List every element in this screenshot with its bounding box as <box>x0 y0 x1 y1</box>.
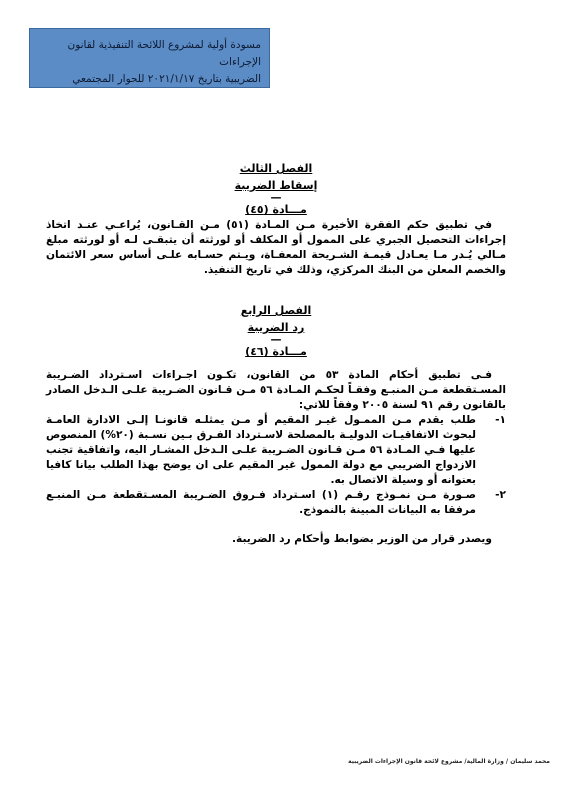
article-46-list <box>46 413 506 518</box>
article-46-closing: ويصدر قرار من الوزير بضوابط وأحكام رد الضريبة. <box>232 533 492 545</box>
chapter-3-title: الفصل الثالث <box>239 162 313 175</box>
draft-note-box <box>29 28 270 88</box>
article-46-intro: فـى تطبيق أحكام المادة ٥٣ من القانون، تكـون اجـراءات اسـترداد الضـريبة المسـتقطعة مـن المنبـع وفقـاً لحكـم المـادة ٥٦ مـن قـانون الضـريبة علـى الـدخل الصادر بالقانون رقم ٩١ لسنة ٢٠٠٥ وفقاً للاتي: <box>46 369 506 411</box>
chapter-4-subtitle: رد الضريبة <box>247 321 305 334</box>
list-item <box>46 488 506 518</box>
list-item-number: ١- <box>495 414 506 426</box>
article-45-label <box>46 202 506 218</box>
divider-dash: — <box>270 333 282 346</box>
draft-note-line-2: الضريبية بتاريخ ٢٠٢١/١/١٧ للحوار المجتمعي <box>72 73 261 85</box>
chapter-3-subtitle: إسقاط الضريبة <box>234 179 318 192</box>
page-footer: محمد سليمان / وزارة المالية/ مشروع لائحة قانون الإجراءات الضريبية <box>348 758 550 765</box>
list-item-number: ٢- <box>495 489 506 501</box>
list-item-text: طلب يقدم مـن الممـول غيـر المقيم أو مـن يمثلـه قانونـا إلـى الادارة العامـة لبحوث الاتفاقيـات الدوليـة بالمصلحة لاسـترداد الفـرق بـين نسـبة (٢٠%) المنصوص عليها فـي المـادة ٥٦ مـن قـانون الضـريبة علـى الـدخل المشـار اليه، واتفاقية تجنب الازدواج الضريبي مع دولة الممول غير المقيم على ان يوضح بهذا الطلب بيانا كافيا بعنوانه أو وسيلة الاتصال به. <box>46 414 477 486</box>
list-item <box>46 413 506 488</box>
chapter-4-title: الفصل الرابع <box>240 304 312 317</box>
article-46-text: مـــادة (٤٦) <box>245 345 307 358</box>
article-45-text: مـــادة (٤٥) <box>245 203 307 216</box>
article-45-paragraph: في تطبيق حكم الفقرة الأخيرة مـن المـادة (٥١) مـن القـانون، يُراعـي عنـد اتخاذ إجراءات التحصيل الجبري على الممول أو المكلف أو لورثته أن يتبقـى لـه أو لورثته مبلغ مـالي يُـدر مـا يعـادل قيمـة الشـريحة المعفـاة، ويـتم حسـابه علـى أساس سعر الائتمان والخصم المعلن من البنك المركزي، وذلك في تاريخ التنفيذ. <box>46 219 506 276</box>
divider-dash: — <box>270 191 282 204</box>
article-46-label <box>46 344 506 360</box>
list-item-text: صـورة مـن نمـوذج رقـم (١) اسـترداد فـروق الضـريبة المسـتقطعة مـن المنبـع مرفقا به البيانات المبينة بالنموذج. <box>46 489 476 516</box>
document-body <box>46 160 506 547</box>
draft-note-line-1: مسودة أولية لمشروع اللائحة التنفيذية لقانون الإجراءات <box>67 39 261 68</box>
